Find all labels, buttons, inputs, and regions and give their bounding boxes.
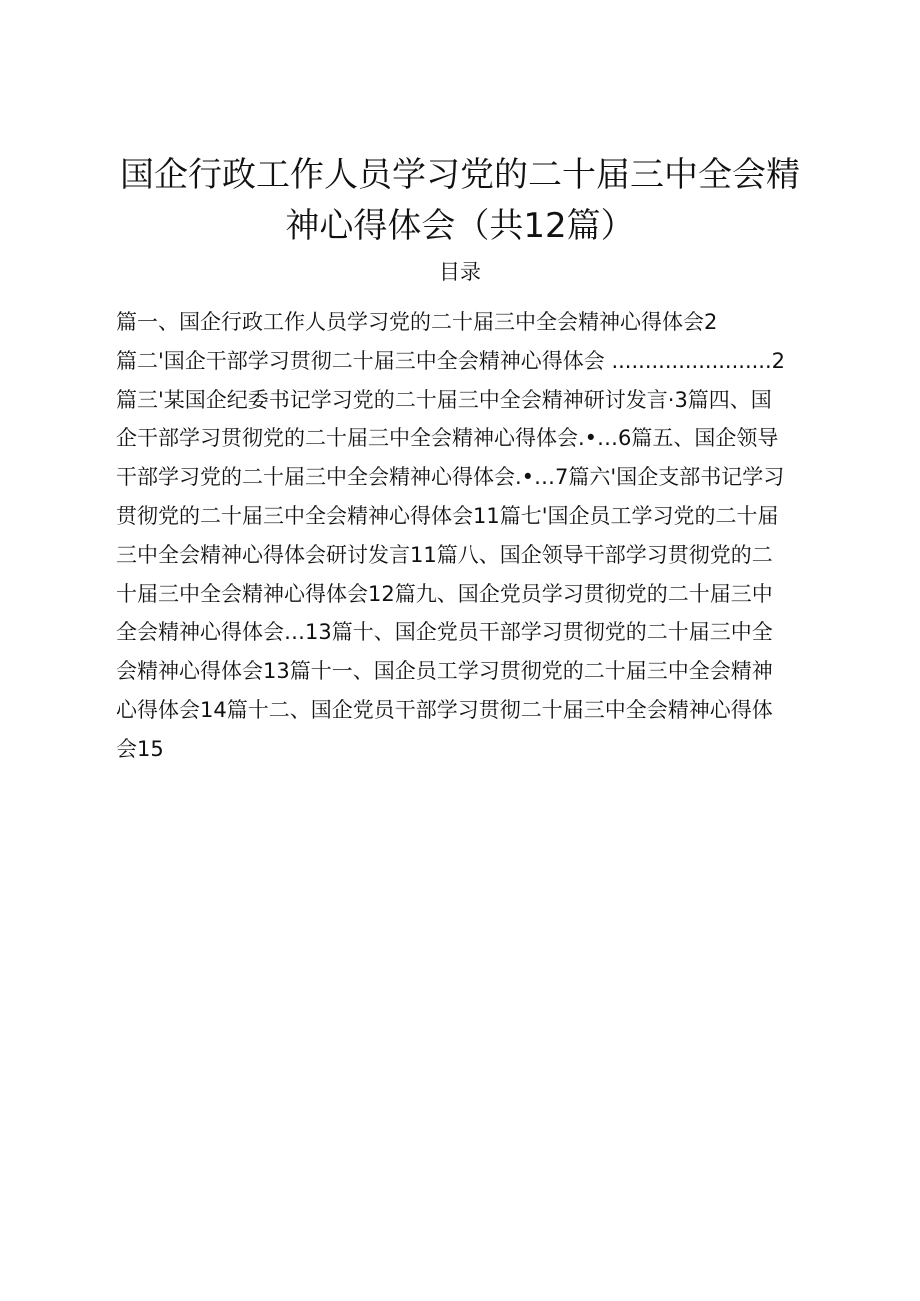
toc-heading: 目录 (439, 260, 481, 284)
toc-line: 心得体会14篇十二、国企党员干部学习贯彻二十届三中全会精神心得体 (116, 697, 773, 722)
toc-line: 篇一、国企行政工作人员学习党的二十届三中全会精神心得体会2 (116, 310, 718, 334)
toc-line: 干部学习党的二十届三中全会精神心得体会.•…7篇六'国企支部书记学习 (116, 465, 785, 490)
table-of-contents (116, 303, 856, 769)
toc-line: 企干部学习贯彻党的二十届三中全会精神心得体会.•…6篇五、国企领导 (116, 426, 779, 451)
toc-line: 会精神心得体会13篇十一、国企员工学习贯彻党的二十届三中全会精神 (116, 659, 773, 684)
toc-line: 全会精神心得体会…13篇十、国企党员干部学习贯彻党的二十届三中全 (116, 620, 773, 645)
toc-line: 篇二'国企干部学习贯彻二十届三中全会精神心得体会 ........................2 (116, 348, 786, 373)
title-line-1: 国企行政工作人员学习党的二十届三中全会精 (120, 154, 800, 195)
document-title (110, 150, 810, 252)
toc-line: 三中全会精神心得体会研讨发言11篇八、国企领导干部学习贯彻党的二 (116, 542, 773, 567)
title-line-2: 神心得体会（共12篇） (285, 205, 635, 246)
toc-line: 十届三中全会精神心得体会12篇九、国企党员学习贯彻党的二十届三中 (116, 581, 773, 606)
toc-line: 贯彻党的二十届三中全会精神心得体会11篇七'国企员工学习党的二十届 (116, 503, 779, 528)
toc-line: 篇三'某国企纪委书记学习党的二十届三中全会精神研讨发言·3篇四、国 (116, 387, 772, 412)
toc-line: 会15 (116, 736, 164, 761)
